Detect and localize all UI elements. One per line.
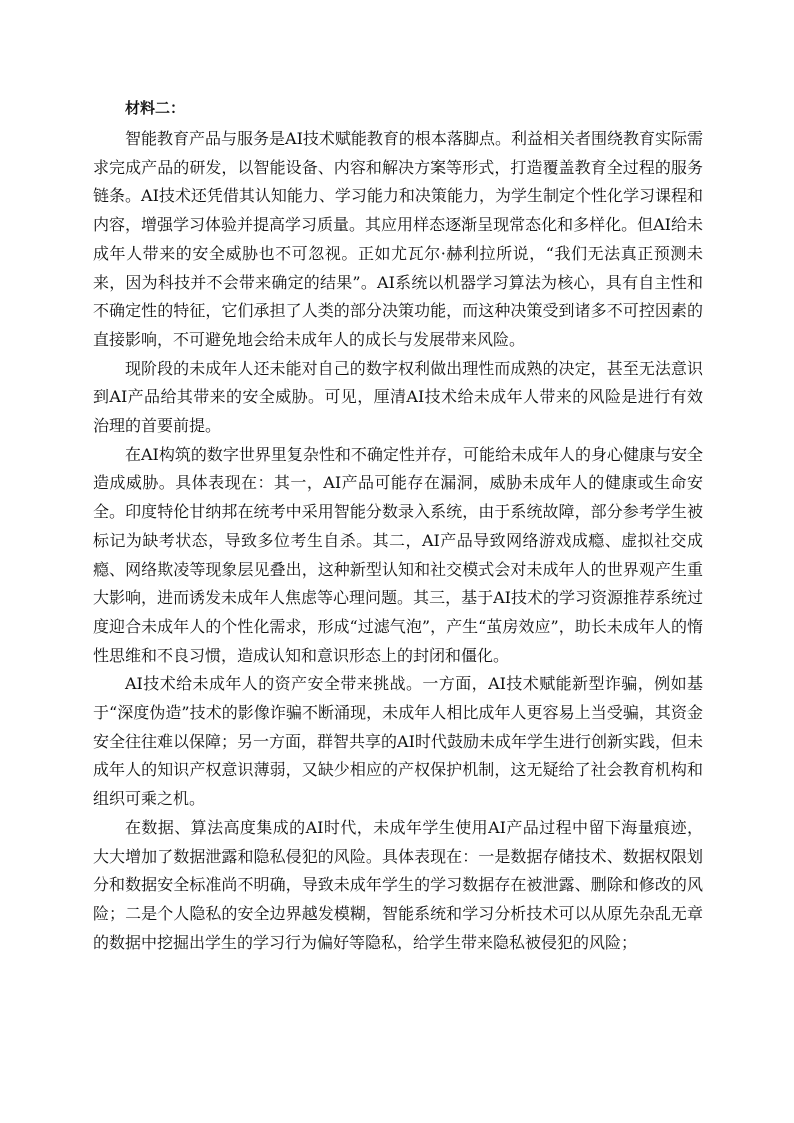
paragraph-3: 在AI构筑的数字世界里复杂性和不确定性并存，可能给未成年人的身心健康与安全造成威胁。具体表现在：其一，AI产品可能存在漏洞，威胁未成年人的健康或生命安全。印度特伦甘纳邦在统考中采用智能分数录入系统，由于系统故障，部分参考学生被标记为缺考状态，导致多位考生自杀。其二，AI产品导致网络游戏成瘾、虚拟社交成瘾、网络欺凌等现象层见叠出，这种新型认知和社交模式会对未成年人的世界观产生重大影响，进而诱发未成年人焦虑等心理问题。其三，基于AI技术的学习资源推荐系统过度迎合未成年人的个性化需求，形成“过滤气泡”，产生“茧房效应”，助长未成年人的惰性思维和不良习惯，造成认知和意识形态上的封闭和僵化。 <box>93 444 703 665</box>
paragraph-4: AI技术给未成年人的资产安全带来挑战。一方面，AI技术赋能新型诈骗，例如基于“深度伪造”技术的影像诈骗不断涌现，未成年人相比成年人更容易上当受骗，其资金安全往往难以保障；另一方面，群智共享的AI时代鼓励未成年学生进行创新实践，但未成年人的知识产权意识薄弱，又缺少相应的产权保护机制，这无疑给了社会教育机构和组织可乘之机。 <box>93 674 703 809</box>
paragraph-1: 智能教育产品与服务是AI技术赋能教育的根本落脚点。利益相关者围绕教育实际需求完成产品的研发，以智能设备、内容和解决方案等形式，打造覆盖教育全过程的服务链条。AI技术还凭借其认知能力、学习能力和决策能力，为学生制定个性化学习课程和内容，增强学习体验并提高学习质量。其应用样态逐渐呈现常态化和多样化。但AI给未成年人带来的安全威胁也不可忽视。正如尤瓦尔·赫利拉所说，“我们无法真正预测未来，因为科技并不会带来确定的结果”。AI系统以机器学习算法为核心，具有自主性和不确定性的特征，它们承担了人类的部分决策功能，而这种决策受到诸多不可控因素的直接影响，不可避免地会给未成年人的成长与发展带来风险。 <box>93 129 703 349</box>
paragraph-5: 在数据、算法高度集成的AI时代，未成年学生使用AI产品过程中留下海量痕迹，大大增加了数据泄露和隐私侵犯的风险。具体表现在：一是数据存储技术、数据权限划分和数据安全标准尚不明确，导致未成年学生的学习数据存在被泄露、删除和修改的风险；二是个人隐私的安全边界越发模糊，智能系统和学习分析技术可以从原先杂乱无章的数据中挖掘出学生的学习行为偏好等隐私，给学生带来隐私被侵犯的风险； <box>93 817 703 952</box>
section-heading: 材料二： <box>125 99 186 117</box>
paragraph-2: 现阶段的未成年人还未能对自己的数字权利做出理性而成熟的决定，甚至无法意识到AI产品给其带来的安全威胁。可见，厘清AI技术给未成年人带来的风险是进行有效治理的首要前提。 <box>93 358 703 436</box>
document-body <box>93 90 703 957</box>
